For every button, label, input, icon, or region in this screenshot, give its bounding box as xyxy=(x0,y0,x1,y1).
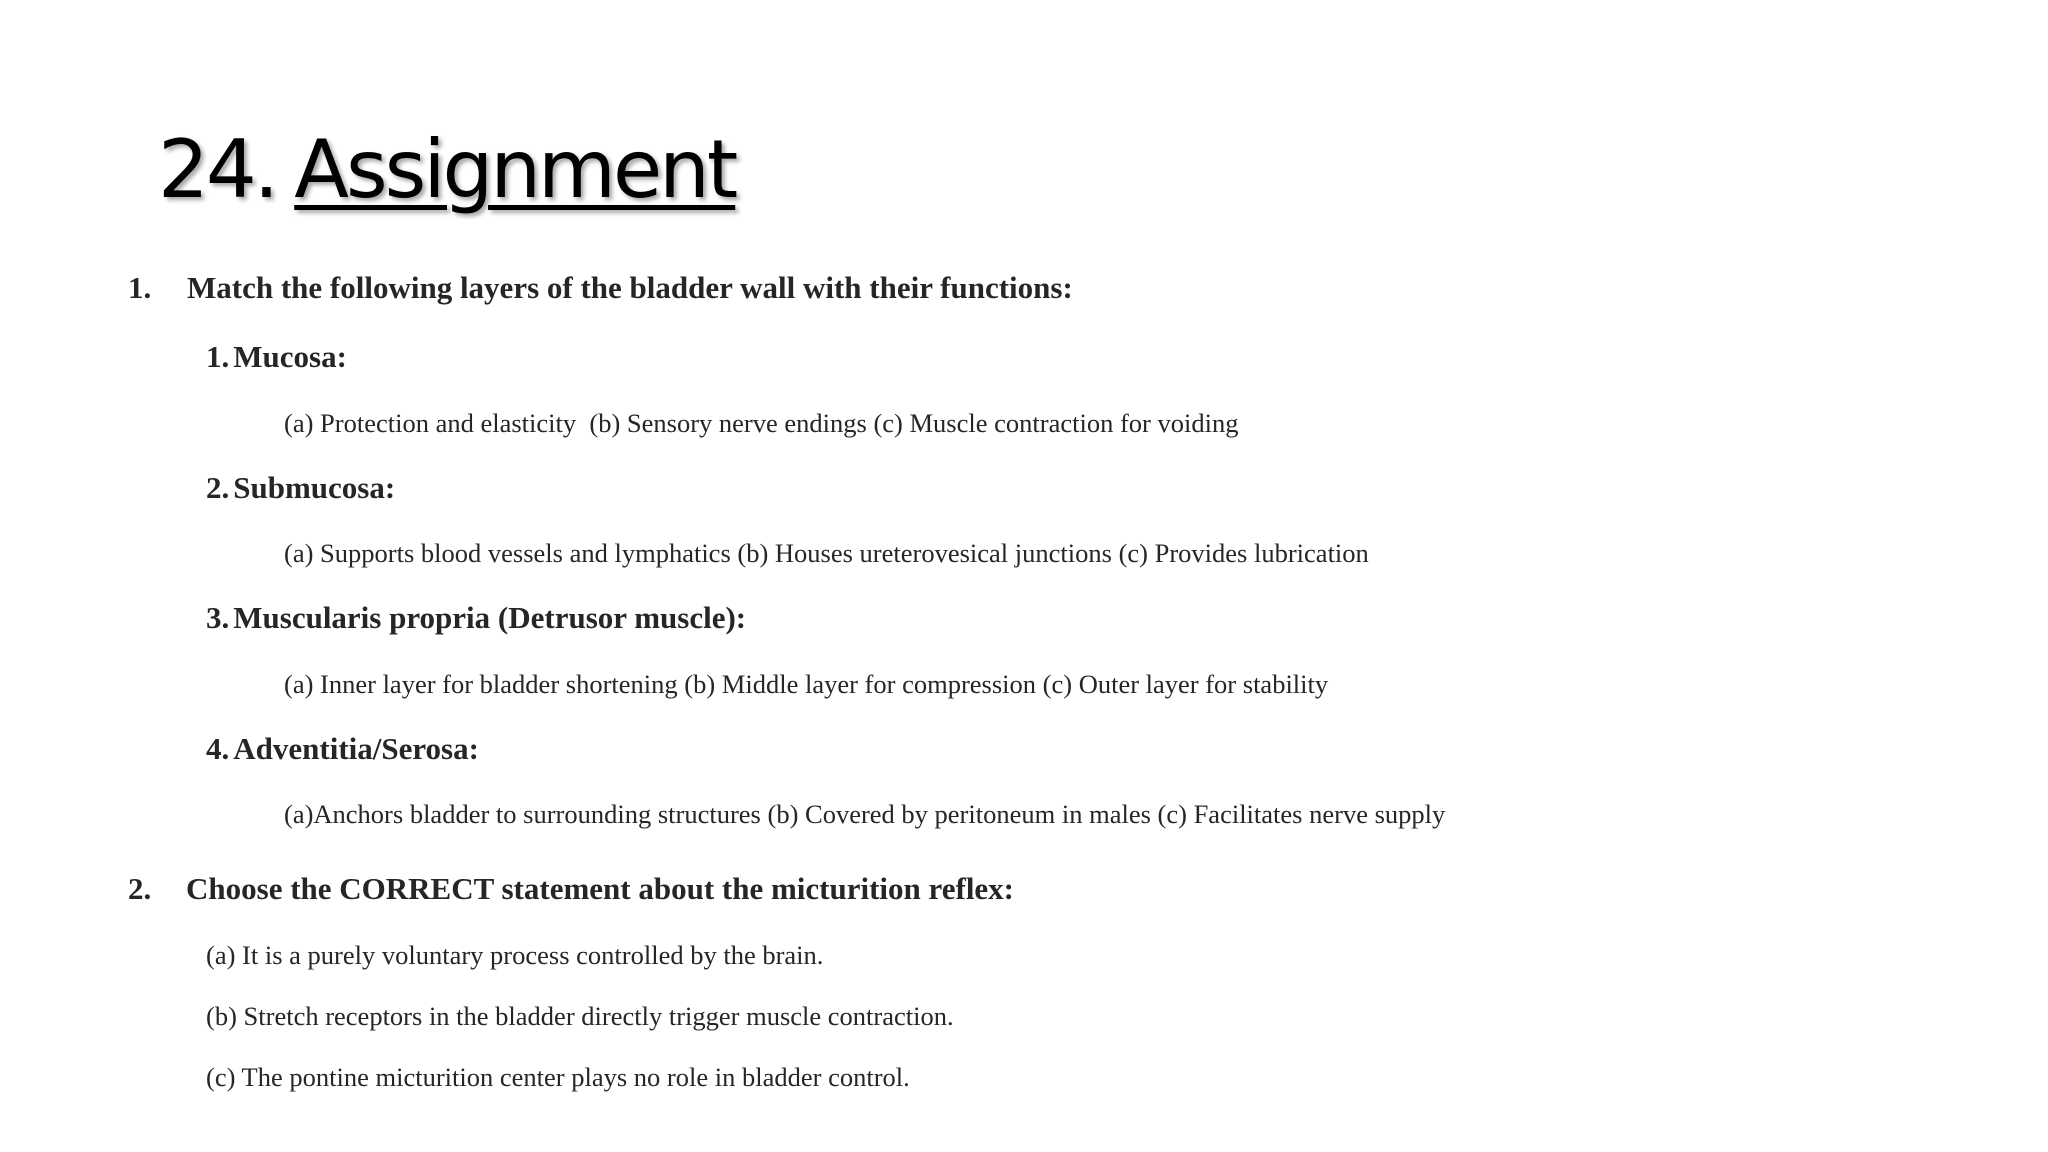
q2-option-c-wrap xyxy=(206,1062,910,1093)
question-2-number: 2. xyxy=(128,871,152,906)
q1-item-3-options: (a) Inner layer for bladder shortening (b) Middle layer for compression (c) Outer layer for stability xyxy=(284,669,1329,699)
q2-option-b-wrap xyxy=(206,1001,954,1032)
q1-item-4-label: Adventitia/Serosa: xyxy=(233,731,479,766)
title-word: Assignment xyxy=(294,123,736,216)
question-2-text: Choose the CORRECT statement about the micturition reflex: xyxy=(186,871,1015,906)
q1-item-1-heading xyxy=(206,339,347,375)
question-1 xyxy=(128,270,151,306)
question-1-number: 1. xyxy=(128,270,152,305)
q1-item-2-label: Submucosa: xyxy=(233,470,396,505)
q1-item-1-options: (a) Protection and elasticity (b) Sensory nerve endings (c) Muscle contraction for voiding xyxy=(284,408,1239,438)
question-1-text-wrap xyxy=(187,270,1073,306)
q1-item-4-options-wrap xyxy=(284,799,1445,830)
q1-item-4-heading xyxy=(206,731,479,767)
q1-item-3-number: 3. xyxy=(206,600,230,635)
q1-item-1-label: Mucosa: xyxy=(233,339,347,374)
q2-option-a-wrap xyxy=(206,940,823,971)
q1-item-4-number: 4. xyxy=(206,731,230,766)
q2-option-a: (a) It is a purely voluntary process controlled by the brain. xyxy=(206,940,824,970)
question-2-text-wrap xyxy=(186,871,1014,907)
title-number: 24. xyxy=(158,123,277,216)
q1-item-4-options: (a)Anchors bladder to surrounding structures (b) Covered by peritoneum in males (c) Facilitates nerve supply xyxy=(284,799,1446,829)
question-1-text: Match the following layers of the bladder wall with their functions: xyxy=(187,270,1073,305)
q1-item-2-heading xyxy=(206,470,395,506)
q2-option-c: (c) The pontine micturition center plays no role in bladder control. xyxy=(206,1062,910,1092)
q1-item-3-options-wrap xyxy=(284,669,1328,700)
q1-item-3-label: Muscularis propria (Detrusor muscle): xyxy=(233,600,747,635)
q1-item-2-number: 2. xyxy=(206,470,230,505)
q2-option-b: (b) Stretch receptors in the bladder directly trigger muscle contraction. xyxy=(206,1001,954,1031)
slide-title xyxy=(158,120,735,220)
q1-item-2-options-wrap xyxy=(284,538,1369,569)
q1-item-3-heading xyxy=(206,600,746,636)
q1-item-1-number: 1. xyxy=(206,339,230,374)
question-2 xyxy=(128,871,151,907)
q1-item-1-options-wrap xyxy=(284,408,1238,439)
q1-item-2-options: (a) Supports blood vessels and lymphatics (b) Houses ureterovesical junctions (c) Provides lubrication xyxy=(284,538,1369,568)
